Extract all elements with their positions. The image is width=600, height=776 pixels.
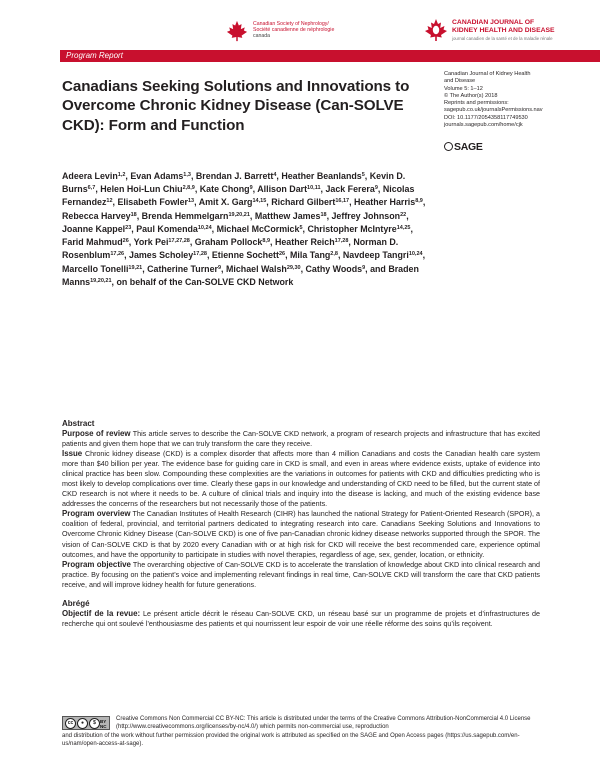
author-affiliation: 9 [362,264,366,271]
author-list-suffix: , on behalf of the Can-SOLVE CKD Network [111,276,294,287]
meta-line[interactable]: journals.sagepub.com/home/cjk [444,122,523,129]
meta-line[interactable]: DOI: 10.1177/2054358117749530 [444,114,528,121]
cc-license-badge[interactable] [62,716,110,730]
author-name: Evan Adams [130,171,184,181]
author-affiliation: 19,20,21 [228,211,250,218]
author-affiliation: 4 [273,172,277,178]
abrege-section [62,609,540,629]
abrege-heading: Abrégé [62,598,90,608]
journal-logo [424,16,594,48]
author-name: Elisabeth Fowler [117,197,188,208]
author-affiliation: 2,8 [330,251,338,258]
author-name: Christopher McIntyre [307,223,397,234]
license-text-line2: and distribution of the work without further permission provided the original work is attributed as specified on the SAGE and Open Access pages (https://us.sagepub.com/en-us/nam/open-access-at-sage). [62,732,520,747]
kidney-leaf-icon [424,18,448,42]
author-affiliation: 10,24 [408,251,423,258]
meta-line: Reprints and permissions: [444,100,509,107]
meta-line: Canadian Journal of Kidney Health [444,71,531,77]
author-name: Amit X. Garg [198,197,253,208]
society-logo-line3: canada [253,33,271,40]
author-affiliation: 1,3 [183,172,191,178]
meta-line: and Disease [444,78,476,85]
author-affiliation: 10,11 [307,185,321,192]
abstract-section-purpose [62,429,540,449]
journal-logo-line3: journal canadien de la santé et de la maladie rénale [452,36,553,41]
author-affiliation: 29,30 [286,264,301,271]
author-affiliation: 17,26 [110,251,125,258]
author-name: Norman D. Rosenblum [62,237,399,261]
author-affiliation: 23 [125,224,132,231]
abstract-heading: Abstract [62,419,95,428]
author-affiliation: 9 [249,185,253,192]
author-affiliation: 14,25 [396,224,411,231]
section-text: This article serves to describe the Can-SOLVE CKD network, a program of research projects and infrastructure that has excited patients and given them hope that we can truly transform the care they receive. [62,430,541,449]
author-affiliation: 17,27,28 [168,238,190,245]
section-text: The Canadian Institutes of Health Research (CIHR) has launched the national Strategy for Patient-Oriented Research (SPOR), a coalition of federal, provincial, and territorial partners dedicated to integrating research into care. Canadians Seeking Solutions and Innovations to Overcome Chronic Kidney Disease (Can-SOLVE CKD) is one of five pan-Canadian chronic kidney disease networks supported through the SPOR. The vision of Can-SOLVE CKD is that by 2020 every Canadian with or at high risk for CKD will receive the best recommended care, experience optimal outcomes, and have the opportunity to participate in studies with novel therapies, regardless of age, sex, gender, location, or ethnicity. [62,510,541,559]
author-name: Marcello Tonelli [62,263,129,274]
author-name: Brenda Hemmelgarn [141,210,229,221]
author-name: Braden Manns [62,263,419,287]
author-affiliation: 8,9 [415,198,423,205]
section-label: Program objective [62,559,131,569]
author-name: York Pei [133,237,169,248]
author-name: Matthew James [254,210,321,221]
author-affiliation: 26 [278,251,286,258]
section-text: Le présent article décrit le réseau Can-SOLVE CKD, un réseau basé sur un programme de projets et d’infrastructures de recherche qui ont soulevé l’enthousiasme des patients et qui nourrissent leur espoir de voir une réelle réforme des soins qu’ils reçoivent. [62,609,540,628]
article-type-bar [60,50,600,62]
author-name: Adeera Levin [62,171,118,181]
article-title: Canadians Seeking Solutions and Innovations to Overcome Chronic Kidney Disease (Can-SOLVE CKD): Form and Function [62,78,410,134]
author-affiliation: 9 [374,185,378,192]
author-name: Etienne Sochett [211,250,279,261]
author-affiliation: 18 [130,211,137,218]
author-name: Jack Ferera [325,184,375,195]
author-affiliation: 13 [187,198,195,205]
author-name: Paul Komenda [136,223,198,234]
author-name: Nicolas Fernandez [62,184,415,208]
author-name: Richard Gilbert [271,197,336,208]
author-name: Heather Harris [354,197,416,208]
author-affiliation: 5 [299,224,303,231]
author-name: Helen Hoi-Lun Chiu [100,184,183,195]
author-affiliation: 26 [122,238,129,245]
author-affiliation: 17,28 [334,238,349,245]
nc-dollar-icon: $ [89,718,100,729]
author-name: Michael Walsh [225,263,287,274]
author-name: Brendan J. Barrett [195,171,274,181]
cc-icon: cc [65,718,76,729]
meta-line: © The Author(s) 2018 [444,92,498,99]
section-label: Objectif de la revue: [62,608,141,618]
cc-badge-text: BY NC [100,719,107,729]
author-affiliation: 10,24 [197,224,212,231]
author-affiliation: 12 [106,198,113,205]
section-text: The overarching objective of Can-SOLVE CKD is to accelerate the translation of knowledge about CKD into clinical research and practice. By focusing on the patient’s voice and implementing relevant findings in real time, Can-SOLVE CKD will transform the care that CKD patients receive, and will improve kidney health for future generations. [62,560,540,589]
author-affiliation: 19,21 [128,264,143,271]
article-type: Program Report [66,51,123,60]
author-name: Jeffrey Johnson [331,210,401,221]
meta-line[interactable]: sagepub.co.uk/journalsPermissions.nav [444,107,543,114]
author-and: and [370,263,389,274]
journal-logo-line1: CANADIAN JOURNAL OF [452,19,535,26]
author-affiliation: 6,7 [87,185,96,192]
sage-logo-text: SAGE [454,141,483,153]
abstract-section-objective [62,560,540,590]
author-name: Kevin D. Burns [62,171,406,195]
author-name: Navdeep Tangri [342,250,409,261]
author-name: Allison Dart [257,184,308,195]
author-name: Joanne Kappel [62,223,126,234]
society-logo [226,18,386,48]
section-text: Chronic kidney disease (CKD) is a complex disorder that affects more than 4 million Canadians and costs the Canadian health care system more than $40 billion per year. The evidence base for guiding care in CKD is small, and even in areas where evidence exists, uptake of evidence into clinical practice has been slow. Compounding these complexities are the variations in outcomes for patients with CKD and difficulties predicting who is most likely to develop complications over time. Clearly these gaps in our knowledge and understanding of CKD need to be filled, but the current state of CKD research is not where it needs to be. A culture of clinical trials and inquiry into the disease is lacking, and much of the existing evidence base addresses the concerns of the researchers but not necessarily those of the patients. [62,450,540,509]
author-affiliation: 19,20,21 [90,277,112,284]
abstract-section-issue [62,449,540,509]
meta-line: Volume 5: 1–12 [444,85,483,92]
author-name: Graham Pollock [194,237,263,248]
author-name: Kate Chong [199,184,250,195]
author-affiliation: 2,8,9 [182,185,195,192]
sage-logo [444,141,483,153]
section-label: Program overview [62,509,131,519]
license-text-line1: Creative Commons Non Commercial CC BY-NC: This article is distributed under the terms of the Creative Commons Attribution-NonCommercial 4.0 License (http://www.creativecommons.org/licenses/by-nc/4.0/) which permits non-commercial use, reproduction [116,716,531,731]
author-name: James Scholey [129,250,194,261]
author-affiliation: 1,2 [117,172,126,178]
author-list: Adeera Levin$^{1,2}$, Evan Adams$^{1,3}$, Brendan J. Barrett$^4$, Heather Beanlands$^5$, Kevin D. Burns$^{6,7}$, Helen Hoi-Lun Chiu$^{2,8,9}$, Kate Chong$^9$, Allison Dart$^{10,11}$, Jack Ferera$^9$, Nicolas Fernandez$^{12}$, Elisabeth Fowler$^{13}$, Amit X. Garg$^{14,15}$, Richard Gilbert$^{16,17}$, Heather Harris$^{8,9}$, Rebecca Harvey$^{18}$, Brenda Hemmelgarn$^{19,20,21}$, Matthew James$^{18}$, Jeffrey Johnson$^{22}$, Joanne Kappel$^{23}$, Paul Komenda$^{10,24}$, Michael McCormick$^5$, Christopher McIntyre$^{14,25}$, Farid Mahmud$^{26}$, York Pei$^{17,27,28}$, Graham Pollock$^{8,9}$, Heather Reich$^{17,28}$, Norman D. Rosenblum$^{17,26}$, James Scholey$^{17,28}$, Etienne Sochett$^{26}$, Mila Tang$^{2,8}$, Navdeep Tangri$^{10,24}$, Marcello Tonelli$^{19,21}$, Catherine Turner$^9$, Michael Walsh$^{29,30}$, Cathy Woods$^9$, and Braden Manns$^{19,20,21}$, on behalf of the Can-SOLVE CKD Network [62,171,426,287]
author-name: Catherine Turner [147,263,218,274]
author-affiliation: 22 [400,211,407,218]
society-logo-line1: Canadian Society of Nephrology/ [253,21,329,27]
author-name: Mila Tang [290,250,331,261]
author-name: Heather Reich [274,237,335,248]
author-affiliation: 5 [361,172,365,178]
article-meta [444,71,594,129]
author-name: Farid Mahmud [62,237,123,248]
author-name: Cathy Woods [305,263,363,274]
section-label: Issue [62,449,83,459]
author-name: Rebecca Harvey [62,210,131,221]
author-affiliation: 8,9 [262,238,271,245]
author-name: Michael McCormick [216,223,300,234]
author-affiliation: 16,17 [335,198,350,205]
journal-logo-line2: KIDNEY HEALTH AND DISEASE [452,27,555,34]
author-name: Heather Beanlands [281,171,362,181]
by-person-icon: ● [77,718,88,729]
abstract-section-overview [62,509,540,559]
maple-leaf-icon [226,20,248,42]
author-affiliation: 14,15 [252,198,267,205]
sage-circle-icon [444,142,453,151]
abstract [62,418,540,629]
author-affiliation: 9 [217,264,222,271]
society-logo-line2: Société canadienne de néphrologie [253,27,335,34]
author-affiliation: 18 [320,211,327,218]
author-affiliation: 17,28 [193,251,207,258]
section-label: Purpose of review [62,429,131,438]
